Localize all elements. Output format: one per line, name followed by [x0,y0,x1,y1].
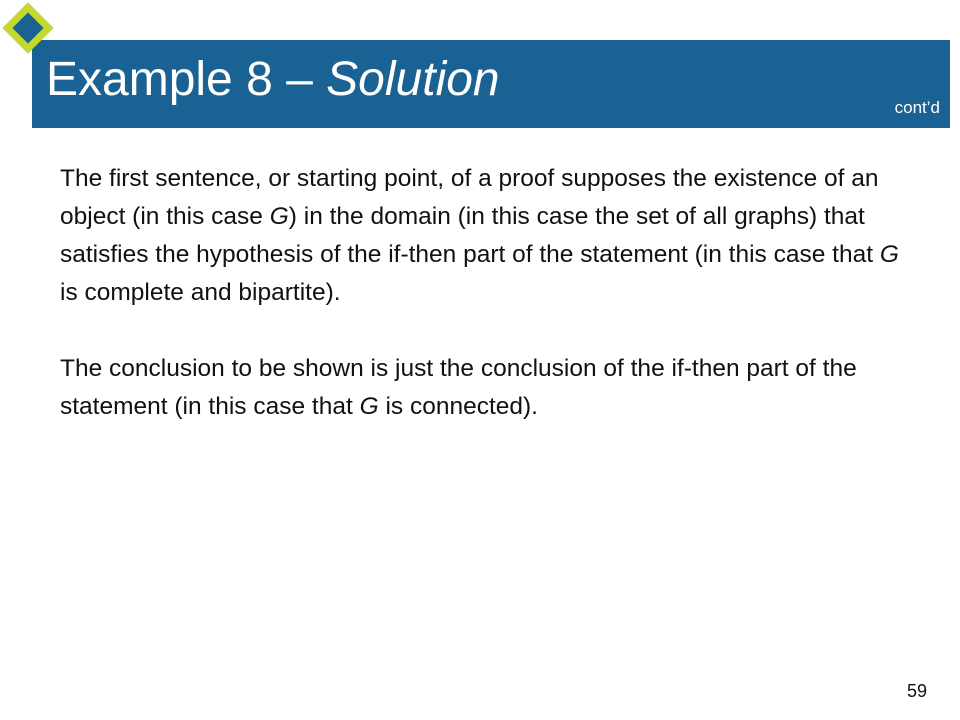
paragraph-1-part-3: is complete and bipartite). [60,279,341,306]
paragraph-1-part-2: ) in the domain (in this case the set of all graphs) that satisfies the hypothesis of the if-then part of the statement (in this case that [60,203,880,268]
variable-g: G [269,203,289,230]
page-number: 59 [906,681,927,701]
paragraph-2 [60,350,900,426]
variable-g: G [879,241,899,268]
variable-g: G [359,393,379,420]
title-bar [32,40,950,128]
paragraph-2-part-2: is connected). [378,393,538,420]
paragraph-1 [60,160,900,312]
title-main: Example 8 – [46,53,327,106]
slide-title [46,54,500,107]
paragraph-1-part-1: The first sentence, or starting point, of a proof supposes the existence of an object (in this case [60,165,879,230]
title-italic: Solution [326,53,500,106]
paragraph-2-part-1: The conclusion to be shown is just the conclusion of the if-then part of the statement (in this case that [60,355,857,420]
continued-label: cont’d [894,98,940,117]
slide-body [60,160,900,464]
